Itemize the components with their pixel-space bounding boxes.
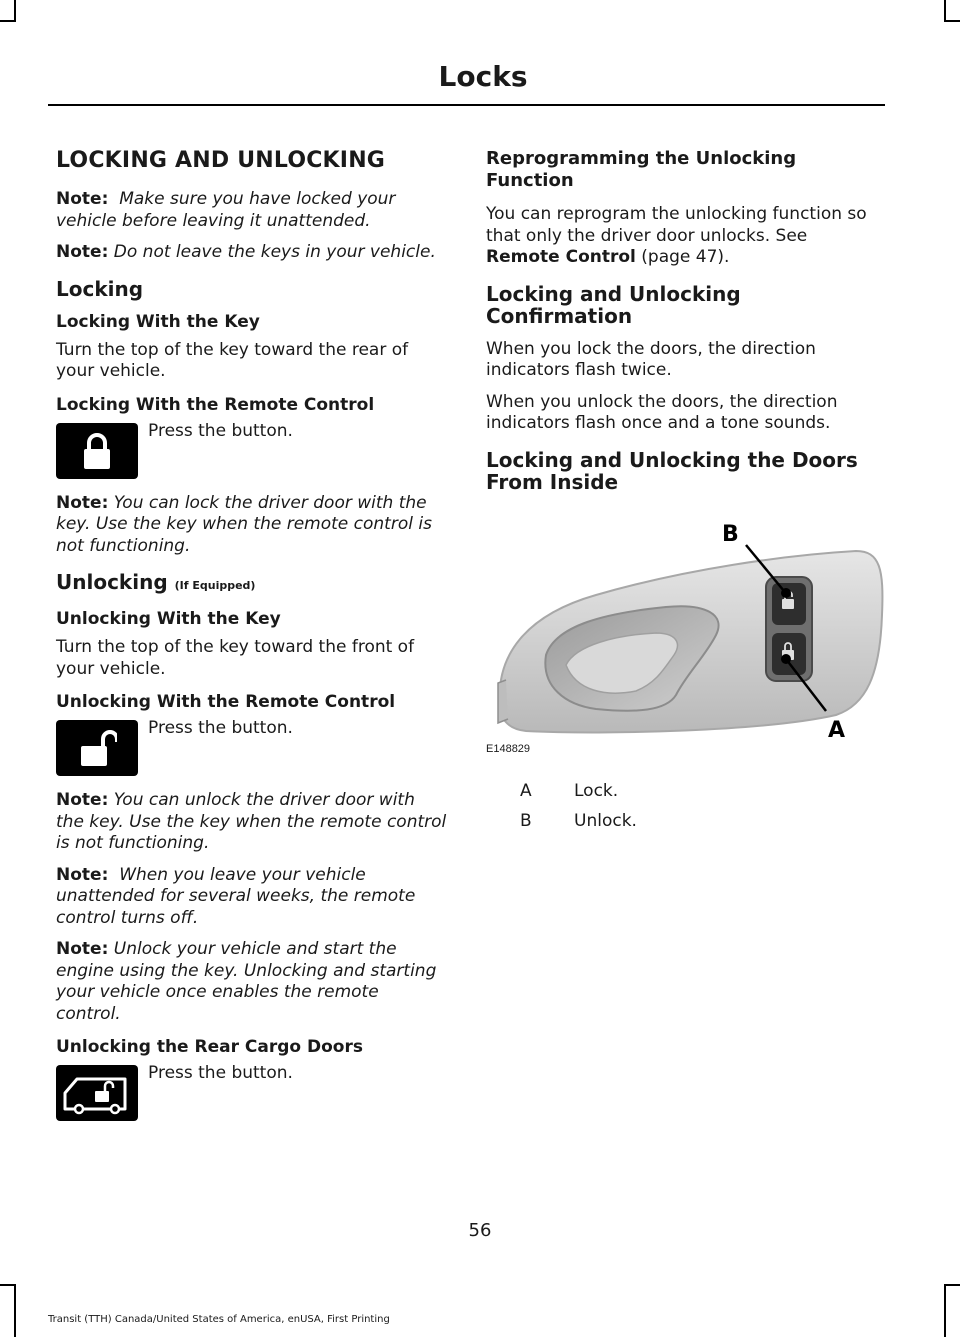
callout-key: B [520, 810, 532, 831]
right-column [486, 140, 884, 841]
figure-code: E148829 [486, 742, 531, 755]
unlocking-heading-text: Unlocking [56, 570, 168, 594]
press-button-text: Press the button. [148, 718, 293, 738]
table-row [520, 781, 637, 811]
lock-remote-heading: Locking With the Remote Control [56, 394, 375, 415]
reprogram-text [486, 204, 884, 269]
note-text: You can lock the driver door with the key. Use the key when the remote control is not functioning. [56, 492, 432, 556]
inside-heading: Locking and Unlocking the Doors From Inside [486, 447, 858, 494]
page-number: 56 [468, 1220, 492, 1241]
lock-icon [56, 423, 138, 479]
callout-label-b: B [722, 521, 739, 547]
lock-key-heading: Locking With the Key [56, 311, 260, 332]
unlocking-heading [56, 571, 448, 597]
page-reference: (page 47). [641, 247, 730, 267]
crop-mark [944, 1284, 946, 1337]
section-title: LOCKING AND UNLOCKING [56, 148, 386, 173]
callout-text: Lock. [574, 780, 619, 801]
confirmation-heading: Locking and Unlocking Confirmation [486, 281, 741, 328]
note-label: Note: [56, 864, 109, 885]
unlock-key-text: Turn the top of the key toward the front of your vehicle. [56, 637, 415, 679]
crop-mark [14, 1284, 16, 1337]
cargo-heading: Unlocking the Rear Cargo Doors [56, 1037, 363, 1057]
note [56, 493, 448, 558]
confirm-unlock-text: When you unlock the doors, the direction indicators flash once and a tone sounds. [486, 391, 838, 433]
press-button-text: Press the button. [148, 1063, 293, 1083]
note-label: Note: [56, 189, 109, 209]
unlock-icon [56, 720, 138, 776]
note [56, 790, 448, 855]
header-rule [48, 104, 885, 106]
door-handle-illustration [486, 505, 884, 741]
note-text: Do not leave the keys in your vehicle. [113, 242, 436, 262]
crop-mark [944, 0, 946, 22]
unlock-key-heading: Unlocking With the Key [56, 609, 281, 629]
locking-heading: Locking [56, 276, 144, 301]
note [56, 865, 448, 930]
left-column [56, 140, 448, 1135]
crop-mark [0, 20, 16, 22]
reprogram-body: You can reprogram the unlocking function so that only the driver door unlocks. See [486, 204, 867, 246]
note [56, 242, 448, 264]
note-label: Note: [56, 790, 109, 810]
footer-text: Transit (TTH) Canada/United States of America, enUSA, First Printing [48, 1314, 390, 1325]
press-button-text: Press the button. [148, 420, 293, 441]
note-text: When you leave your vehicle unattended for several weeks, the remote control turns off. [56, 864, 416, 928]
reprogram-heading: Reprogramming the Unlocking Function [486, 148, 797, 191]
page-title: Locks [438, 60, 528, 93]
note-label: Note: [56, 939, 109, 959]
crop-mark [0, 1284, 16, 1286]
door-handle-figure [486, 505, 884, 775]
lock-key-text: Turn the top of the key toward the rear of your vehicle. [56, 339, 409, 381]
note-text: You can unlock the driver door with the key. Use the key when the remote control is not functioning. [56, 790, 447, 853]
callout-key: A [520, 780, 532, 801]
cargo-button-row [56, 1065, 448, 1121]
van-unlock-icon [56, 1065, 138, 1121]
crop-mark [944, 20, 960, 22]
callout-table [520, 781, 637, 841]
crop-mark [944, 1284, 960, 1286]
note-label: Note: [56, 492, 109, 513]
note [56, 189, 448, 232]
lock-button-row [56, 420, 448, 479]
remote-control-link[interactable]: Remote Control [486, 247, 636, 267]
crop-mark [14, 0, 16, 22]
callout-text: Unlock. [574, 810, 637, 831]
note-text: Unlock your vehicle and start the engine using the key. Unlocking and starting your vehicle once enables the remote control. [56, 939, 437, 1024]
unlock-remote-heading: Unlocking With the Remote Control [56, 692, 396, 712]
note-text: Make sure you have locked your vehicle before leaving it unattended. [56, 189, 396, 231]
if-equipped: (If Equipped) [174, 579, 256, 592]
table-row [520, 811, 637, 841]
callout-label-a: A [828, 717, 846, 741]
note-label: Note: [56, 242, 109, 262]
note [56, 939, 448, 1025]
unlock-button-row [56, 720, 448, 776]
confirm-lock-text: When you lock the doors, the direction indicators flash twice. [486, 338, 816, 380]
